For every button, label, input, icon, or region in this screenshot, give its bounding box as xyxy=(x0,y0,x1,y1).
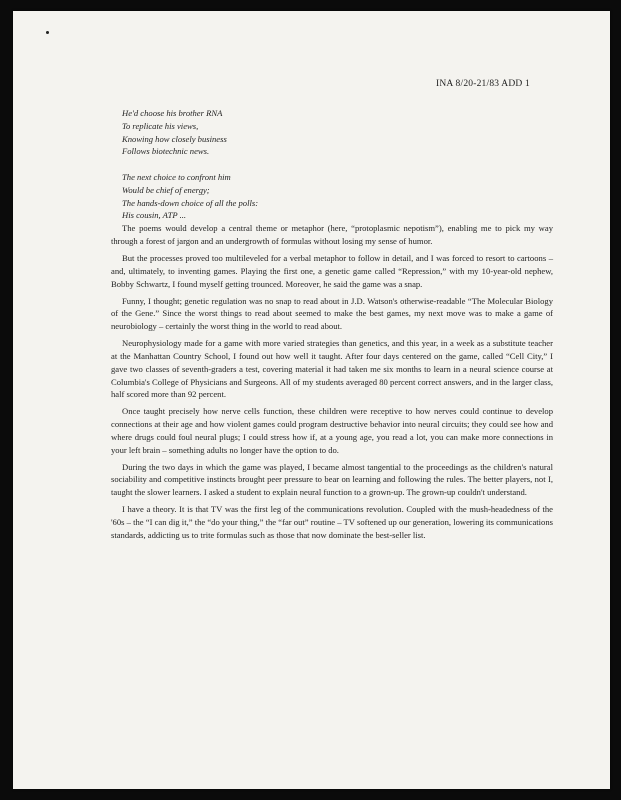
verse-line: He'd choose his brother RNA xyxy=(122,108,223,118)
body-paragraph: I have a theory. It is that TV was the first leg of the communications revolution. Coupled with the mush-headedness of the '60s – the “I can dig it,” the “do your thing,” the “far out” routine – TV softened up our generation, lowering its communications standards, addicting us to trite formulas such as those that now dominate the best-seller list. xyxy=(111,504,553,540)
page-reference: INA 8/20-21/83 ADD 1 xyxy=(436,79,530,89)
body-paragraph: Neurophysiology made for a game with more varied strategies than genetics, and this year, in a week as a substitute teacher at the Manhattan Country School, I found out how well it taught. After four days centered on the game, called “Cell City,” I gave two classes of seventh-graders a test, covering material it had taken me six months to learn in a neural science course at Columbia's College of Physicians and Surgeons. All of my students averaged 80 percent correct answers, and in the larger class, half scored more than 92 percent. xyxy=(111,338,553,400)
stray-mark xyxy=(46,31,49,34)
body-paragraph: Once taught precisely how nerve cells function, these children were receptive to how nerves could continue to develop connections at their age and how violent games could program destructive behavior into neural circuits; they could see how and where drugs could foul neural plugs; I could stress how if, at a young age, you read a lot, you can make more connections in your left brain – something adults no longer have the option to do. xyxy=(111,406,553,455)
verse-line: To replicate his views, xyxy=(122,120,199,131)
body-paragraph: But the processes proved too multileveled for a verbal metaphor to follow in detail, and I was forced to resort to cartoons – and, ultimately, to inventing games. Playing the first one, a genetic game called “Repression,” with my 10-year-old nephew, Bobby Schwartz, I found myself getting trounced. Moreover, he said the game was a snap. xyxy=(111,252,553,289)
document-body xyxy=(111,107,553,546)
verse-line: Would be chief of energy; xyxy=(122,184,210,195)
verse-stanza xyxy=(122,171,553,222)
body-paragraph: Funny, I thought; genetic regulation was no snap to read about in J.D. Watson's otherwise-readable “The Molecular Biology of the Gene.” Since the worst things to read about seemed to make the best games, my next move was to make a game of neurobiology – certainly the worst thing in the world to read about. xyxy=(111,295,553,332)
verse-line: His cousin, ATP ... xyxy=(122,210,187,221)
body-paragraph: During the two days in which the game was played, I became almost tangential to the proceedings as the children's natural sociability and competitive instincts brought peer pressure to bear on learning and following the rules. The better players, not I, taught the slower learners. I asked a student to explain neural function to a grown-up. The grown-up couldn't understand. xyxy=(111,461,553,498)
document-page xyxy=(13,11,610,789)
verse-line: The hands-down choice of all the polls: xyxy=(122,197,259,208)
verse-line: The next choice to confront him xyxy=(122,171,231,182)
verse-line: Follows biotechnic news. xyxy=(122,146,210,157)
verse-line: Knowing how closely business xyxy=(122,133,227,144)
body-paragraph: The poems would develop a central theme or metaphor (here, “protoplasmic nepotism”), enabling me to pick my way through a forest of jargon and an undergrowth of formulas without losing my sense of humor. xyxy=(111,223,553,246)
verse-stanza xyxy=(122,107,553,158)
